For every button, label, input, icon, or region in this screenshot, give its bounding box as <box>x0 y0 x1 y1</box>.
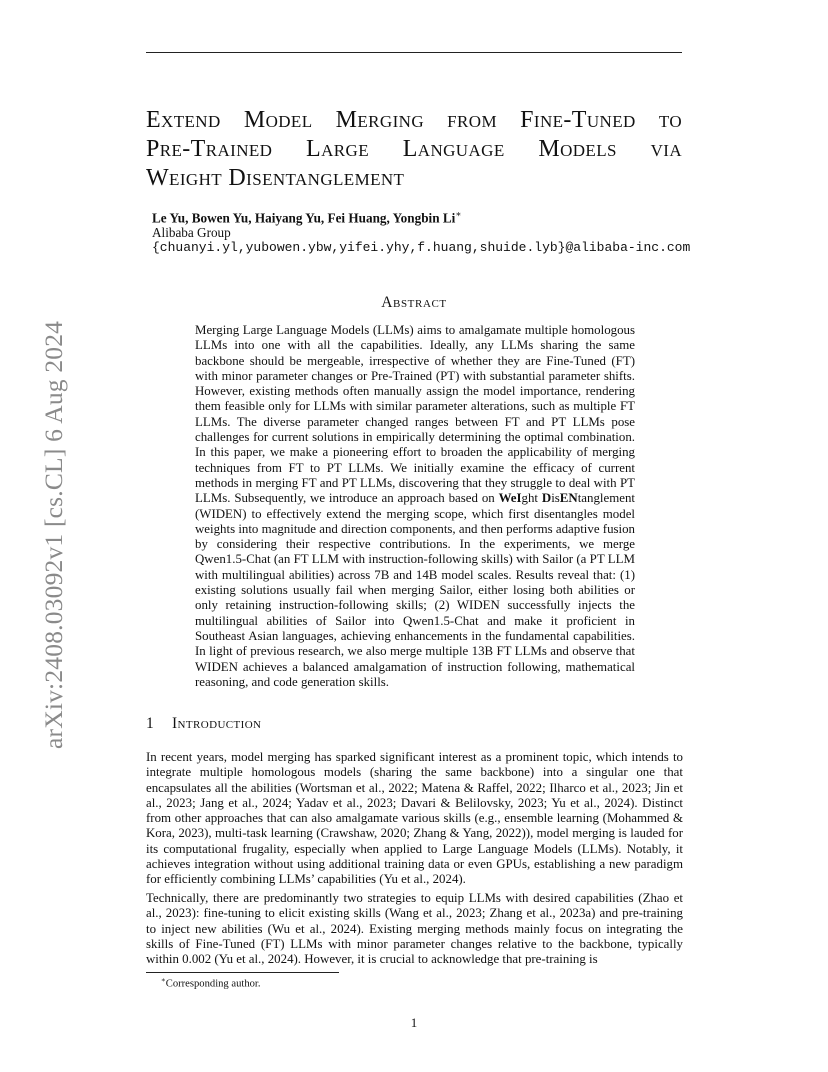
title-line-2: Pre-Trained Large Language Models via <box>146 136 682 162</box>
footnote-text: Corresponding author. <box>165 978 261 990</box>
method-name-bold-1: We <box>498 491 517 506</box>
title-line-3: Weight Disentanglement <box>146 165 405 191</box>
author-emails[interactable]: {chuanyi.yl,yubowen.ybw,yifei.yhy,f.huang,shuide.lyb}@alibaba-inc.com <box>152 240 691 255</box>
abstract-body <box>195 323 635 690</box>
method-name-plain-3: tanglement <box>577 491 635 506</box>
section-title: Introduction <box>172 715 262 732</box>
method-name-plain-2: is <box>551 491 560 506</box>
method-name-bold-2: I <box>516 491 522 506</box>
method-name-bold-4: EN <box>559 491 578 506</box>
corresponding-author-mark: ∗ <box>455 209 462 219</box>
footnote-rule <box>146 972 339 973</box>
paper-title <box>146 106 682 193</box>
footnote <box>161 976 261 990</box>
intro-paragraph-2: Technically, there are predominantly two strategies to equip LLMs with desired capabilities (Zhao et al., 2023): fine-tuning to elicit existing skills (Wang et al., 2023; Zhang et al., 2023a) and pre-training to inject new abilities (Wu et al., 2024). Existing merging methods mainly focus on integrating the skills of Fine-Tuned (FT) LLMs with minor parameter changes relative to the backbone, typically within 0.002 (Yu et al., 2024). However, it is crucial to acknowledge that pre-training is <box>146 891 683 967</box>
abstract-heading: Abstract <box>381 294 447 311</box>
method-name-bold-3: D <box>541 491 552 506</box>
section-number: 1 <box>146 715 155 732</box>
title-line-1: Extend Model Merging from Fine-Tuned to <box>146 107 682 133</box>
method-name-plain-1: ght <box>521 491 542 506</box>
author-names: Le Yu, Bowen Yu, Haiyang Yu, Fei Huang, Yongbin Li <box>152 210 456 226</box>
footnote-mark: ∗ <box>161 976 166 984</box>
abstract-text-part-2: (WIDEN) to effectively extend the merging scope, which first disentangles model weights into magnitude and direction components, and then performs adaptive fusion by considering their respective contributions. In the experiments, we merge Qwen1.5-Chat (an FT LLM with instruction-following skills) with Sailor (a PT LLM with multilingual abilities) across 7B and 14B model scales. Results reveal that: (1) existing solutions usually fail when merging Sailor, either losing both abilities or only retaining instruction-following skills; (2) WIDEN successfully injects the multilingual abilities of Sailor into Qwen1.5-Chat and make it proficient in Southeast Asian languages, achieving enhancements in the fundamental capabilities. In light of previous research, we also merge multiple 13B FT LLMs and observe that WIDEN achieves a balanced amalgamation of instruction following, mathematical reasoning, and code generation skills. <box>195 506 635 689</box>
intro-paragraph-1: In recent years, model merging has sparked significant interest as a prominent topic, which intends to integrate multiple homologous models (sharing the same backbone) into a singular one that encapsulates all the abilities (Wortsman et al., 2022; Matena & Raffel, 2022; Ilharco et al., 2023; Jin et al., 2023; Jang et al., 2024; Yadav et al., 2023; Davari & Belilovsky, 2023; Yu et al., 2024). Distinct from other approaches that can also amalgamate various skills (e.g., ensemble learning (Mohammed & Kora, 2023), multi-task learning (Crawshaw, 2020; Zhang & Yang, 2022)), model merging is lauded for its computational frugality, especially when applied to Large Language Models (LLMs). Notably, it achieves integration without using additional training data or even GPUs, establishing a new paradigm for efficiently combining LLMs’ capabilities (Yu et al., 2024). <box>146 750 683 887</box>
page-number: 1 <box>410 1015 418 1030</box>
section-heading-introduction <box>146 715 261 733</box>
author-list <box>152 209 461 226</box>
affiliation: Alibaba Group <box>152 225 231 240</box>
abstract-text-part-1: Merging Large Language Models (LLMs) aims to amalgamate multiple homologous LLMs into one with all the capabilities. Ideally, any LLMs sharing the same backbone should be mergeable, irrespective of whether they are Fine-Tuned (FT) with minor parameter changes or Pre-Trained (PT) with substantial parameter shifts. However, existing methods often manually assign the model importance, rendering them feasible only for LLMs with similar parameter alterations, such as multiple FT LLMs. The diverse parameter changed ranges between FT and PT LLMs pose challenges for current solutions in empirically determining the optimal combination. In this paper, we make a pioneering effort to broaden the applicability of merging techniques from FT to PT LLMs. We initially examine the efficacy of current methods in merging FT and PT LLMs, discovering that they struggle to deal with PT LLMs. Subsequently, we introduce an approach based on <box>195 323 635 506</box>
arxiv-sidebar-stamp[interactable]: arXiv:2408.03092v1 [cs.CL] 6 Aug 2024 <box>39 320 68 749</box>
header-rule <box>146 52 682 53</box>
